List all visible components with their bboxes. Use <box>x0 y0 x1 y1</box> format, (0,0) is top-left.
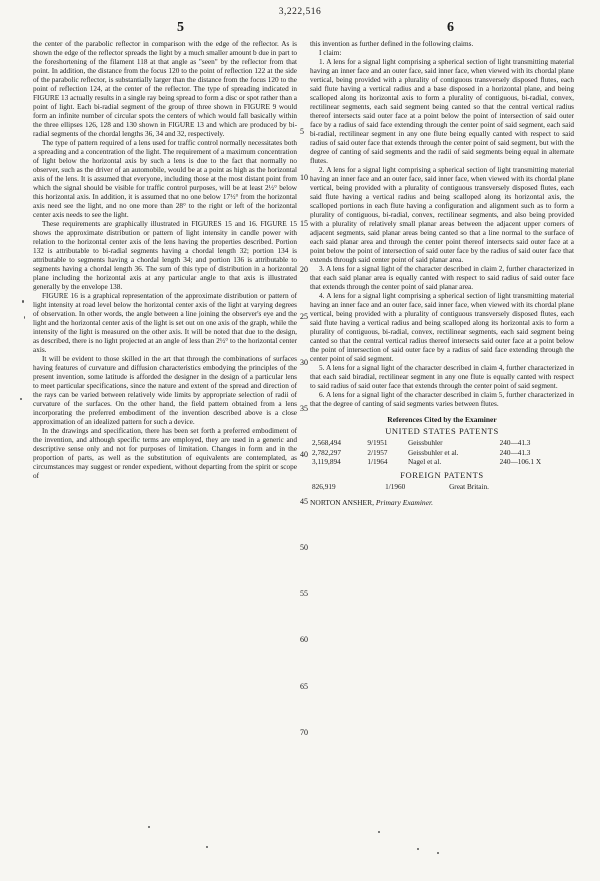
claim-3: 3. A lens for a signal light of the character described in claim 2, further characterized in that each said planar area is equally canted with respect to said radius of said outer face that extends through the center point of said planar area. <box>310 265 574 291</box>
scan-speck <box>20 398 22 400</box>
paragraph: In the drawings and specification, there has been set forth a preferred embodiment of the invention, and although specific terms are employed, they are used in a generic and descriptive sense only and not for purposes of limitation. Changes in form and in the proportion of parts, as well as the substitution of equivalents are contemplated, as circumstances may suggest or render expedient, without departing from the spirit or scope of <box>33 427 297 480</box>
paragraph: FIGURE 16 is a graphical representation of the approximate distribution or pattern of light intensity at road level below the horizontal center axis of the light at varying degrees of observation. In other words, the angle between a line joining the observer's eye and the light and the horizontal center axis of the light is set out on one axis of the graph, while the intensity of the light is measured on the other axis. It will be noted that due to the design, as described, there is no light projected at an angle of less than 2½° to the horizontal center axis. <box>33 292 298 354</box>
patent-ref-class: 240—106.1 X <box>499 458 542 467</box>
claim-4: 4. A lens for a signal light comprising a spherical section of light transmitting material having an inner face and an outer face, said inner face, when viewed with its chordal plane vertical, being provided with a plurality of contiguous transversely disposed flutes, each said flute having a vertical radius and being scalloped along its horizontal axis to form a plurality of contiguous, bi-radial, convex, rectilinear segments, each said segment being canted so that the central vertical radius thereof intersects said outer face at a point below the point of intersection of said outer face by a radius of said face extending through the center point of said segment. <box>310 292 574 363</box>
references-title: References Cited by the Examiner <box>387 415 497 424</box>
patent-ref-date: 2/1957 <box>367 448 388 457</box>
patent-ref-number: 2,782,297 <box>312 448 341 457</box>
claim-1: 1. A lens for a signal light comprising a spherical section of light transmitting material having an inner face and an outer face, said inner face, when viewed with its chordal plane vertical, being provided with a plurality of contiguous transversely disposed flutes, each said flute having a vertical radius and a base disposed in a horizontal plane, and being scalloped along its horizontal axis to form a plurality of contiguous, bi-radial, convex, rectilinear segments, each said segment being canted so that the central vertical radius thereof intersects said outer face at a point below the point of intersection of said outer face by a radius of said face extending through the center point of said segment, each said bi-radial, rectilinear segment in any one flute being equally canted with respect to said radius of said outer face that extends through the center point of said segment, but with the degree of canting of said segments and the radii of said segments being equal in alternate flutes. <box>310 58 574 165</box>
foreign-patents-heading: FOREIGN PATENTS <box>400 469 484 480</box>
table-row <box>310 439 574 449</box>
line-number: 35 <box>300 404 308 413</box>
column-number-left: 5 <box>177 20 184 35</box>
patent-ref-name: Great Britain. <box>449 482 489 491</box>
line-number: 5 <box>300 127 304 136</box>
claim-6: 6. A lens for a signal light of the character described in claim 5, further characterized in that the degree of canting of said segments varies between flutes. <box>310 391 574 408</box>
claim-2: 2. A lens for a signal light comprising a spherical section of light transmitting material having an inner face and an outer face, said inner face, when viewed with its chordal plane vertical, being provided with a plurality of contiguous transversely disposed flutes, each said flute having a vertical radius and being scalloped along its horizontal axis, the scalloped portions in each flute having a configuration and alignment such as to form a plurality of contiguous, bi-radial, convex, rectilinear segments, and also being provided with a plurality of relatively small planar areas between the adjacent upper corners of adjacent segments, said planar areas being canted so that a line normal to the surface of each said planar area and through the center point thereof intersects said outer face at a point below the point of intersection of said outer face by the radius of said outer face that extends through said center point of said planar area. <box>310 166 574 264</box>
table-row <box>310 483 574 493</box>
paragraph: The type of pattern required of a lens used for traffic control normally necessitates both a spreading and a concentration of the light. The requirement of a maximum concentration of light below the horizontal axis by such a lens is due to the fact that normally no observer, such as the driver of an automobile, would be at a point as high as the horizontal axis of the lens. It is assumed that everyone, including those at the most distant point from which the signal should be visible for traffic control purposes, will be at least 2½° below this horizontal axis. In addition, it is assumed that no one below 17½° from the horizontal axis need see the light, and no one more than 28° to the right or left of the horizontal center axis needs to see the light. <box>33 139 297 219</box>
patent-ref-number: 826,919 <box>312 482 336 491</box>
column-number-right: 6 <box>447 20 454 35</box>
examiner-title: Primary Examiner. <box>375 498 433 508</box>
patent-ref-class: 240—41.3 <box>499 439 531 447</box>
paragraph: It will be evident to those skilled in the art that through the combinations of surfaces having features of curvature and diffusion characteristics embodying the principles of the present invention, some latitude is afforded the designer in the design of a particular lens to meet particular specifications, since the nature and extent of the spread and direction of the rays can be varied between relatively wide limits by appropriate selection of radii of curvature of the surfaces. On the other hand, the field pattern obtained from a lens incorporating the preferred embodiment of the invention described above is a close approximation of an idealized pattern for such a device. <box>33 355 297 426</box>
scan-speck <box>378 831 380 833</box>
patent-ref-number: 2,568,494 <box>312 439 341 447</box>
patent-ref-class: 240—41.3 <box>499 448 531 457</box>
patent-ref-date: 1/1964 <box>367 458 388 467</box>
patent-ref-number: 3,119,894 <box>312 458 341 467</box>
line-number: 40 <box>300 450 308 459</box>
scan-speck <box>417 848 419 850</box>
line-number: 60 <box>300 635 308 644</box>
line-number: 45 <box>300 497 308 506</box>
line-number: 15 <box>300 219 308 228</box>
table-row <box>310 449 574 459</box>
patent-ref-class <box>563 483 574 493</box>
claim-5: 5. A lens for a signal light of the character described in claim 4, further characterized in that each said biradial, rectilinear segment in any one flute is equally canted with respect to said radius of said outer face that extends through the center point of said segment. <box>310 364 574 390</box>
us-patents-heading: UNITED STATES PATENTS <box>385 426 499 436</box>
line-number: 55 <box>300 589 308 598</box>
claims-intro: this invention as further defined in the following claims. <box>310 40 474 48</box>
scan-speck <box>22 300 24 303</box>
paragraph: the center of the parabolic reflector in comparison with the edge of the reflector. As is shown the edge of the reflector spreads the light by a much smaller amount b due in part to the foreshortening of the filament 118 at that angle as "seen" by the reflector from that point. In addition, the distance from the focus 120 to the point of reflection 122 at the side of the parabolic reflector, is substantially larger than the distance from the focus 120 to the point of reflection 124, at the center of the reflector. The type of spreading indicated in FIGURE 13 actually results in a single ray being spread to form a disc or spot rather than a point of light. Each bi-radial segment of the group of three shown in FIGURE 9 would form an infinite number of circular spots the centers of which would fall basically within the three ellipses 126, 128 and 130 shown in FIGURE 13 and which are produced by bi-radial segments of the chordal lengths 36, 34 and 32, respectively. <box>33 40 297 138</box>
patent-ref-name: Geissbuhler <box>407 439 443 447</box>
table-row <box>310 458 574 468</box>
patent-ref-date: 9/1951 <box>367 439 388 447</box>
left-column <box>33 40 297 481</box>
line-number: 10 <box>300 173 308 182</box>
scan-speck <box>148 826 150 828</box>
us-patents-table <box>310 439 574 468</box>
line-number: 30 <box>300 358 308 367</box>
line-number: 65 <box>300 682 308 691</box>
scan-speck <box>24 316 25 319</box>
scan-speck <box>206 846 208 848</box>
patent-ref-name: Nagel et al. <box>407 458 442 467</box>
foreign-patents-table <box>310 483 574 493</box>
right-column <box>310 40 574 507</box>
line-number: 70 <box>300 728 308 737</box>
paragraph: These requirements are graphically illustrated in FIGURES 15 and 16. FIGURE 15 shows the approximate distribution or pattern of light intensity in candle power with relation to the horizontal center axis of the lens having the properties described. Portion 132 is attributable to bi-radial segments having a chordal length 32; portion 134 is attributable to segments having a chordal length 34; and portion 136 is attributable to segments having a chordal length 36. The sum of this type of distribution in a horizontal plane including the horizontal axis at any particular angle to that axis is illustrated generally by the envelope 138. <box>33 220 297 291</box>
patent-ref-name: Geissbuhler et al. <box>407 448 459 457</box>
examiner-name: NORTON ANSHER, <box>310 498 375 508</box>
line-number: 20 <box>300 265 308 274</box>
patent-ref-date: 1/1960 <box>385 482 406 491</box>
claims-heading: I claim: <box>319 49 342 57</box>
line-number: 25 <box>300 312 308 321</box>
scan-speck <box>437 852 439 854</box>
line-number: 50 <box>300 543 308 552</box>
examiner-line <box>310 498 574 507</box>
patent-number: 3,222,516 <box>278 7 322 17</box>
